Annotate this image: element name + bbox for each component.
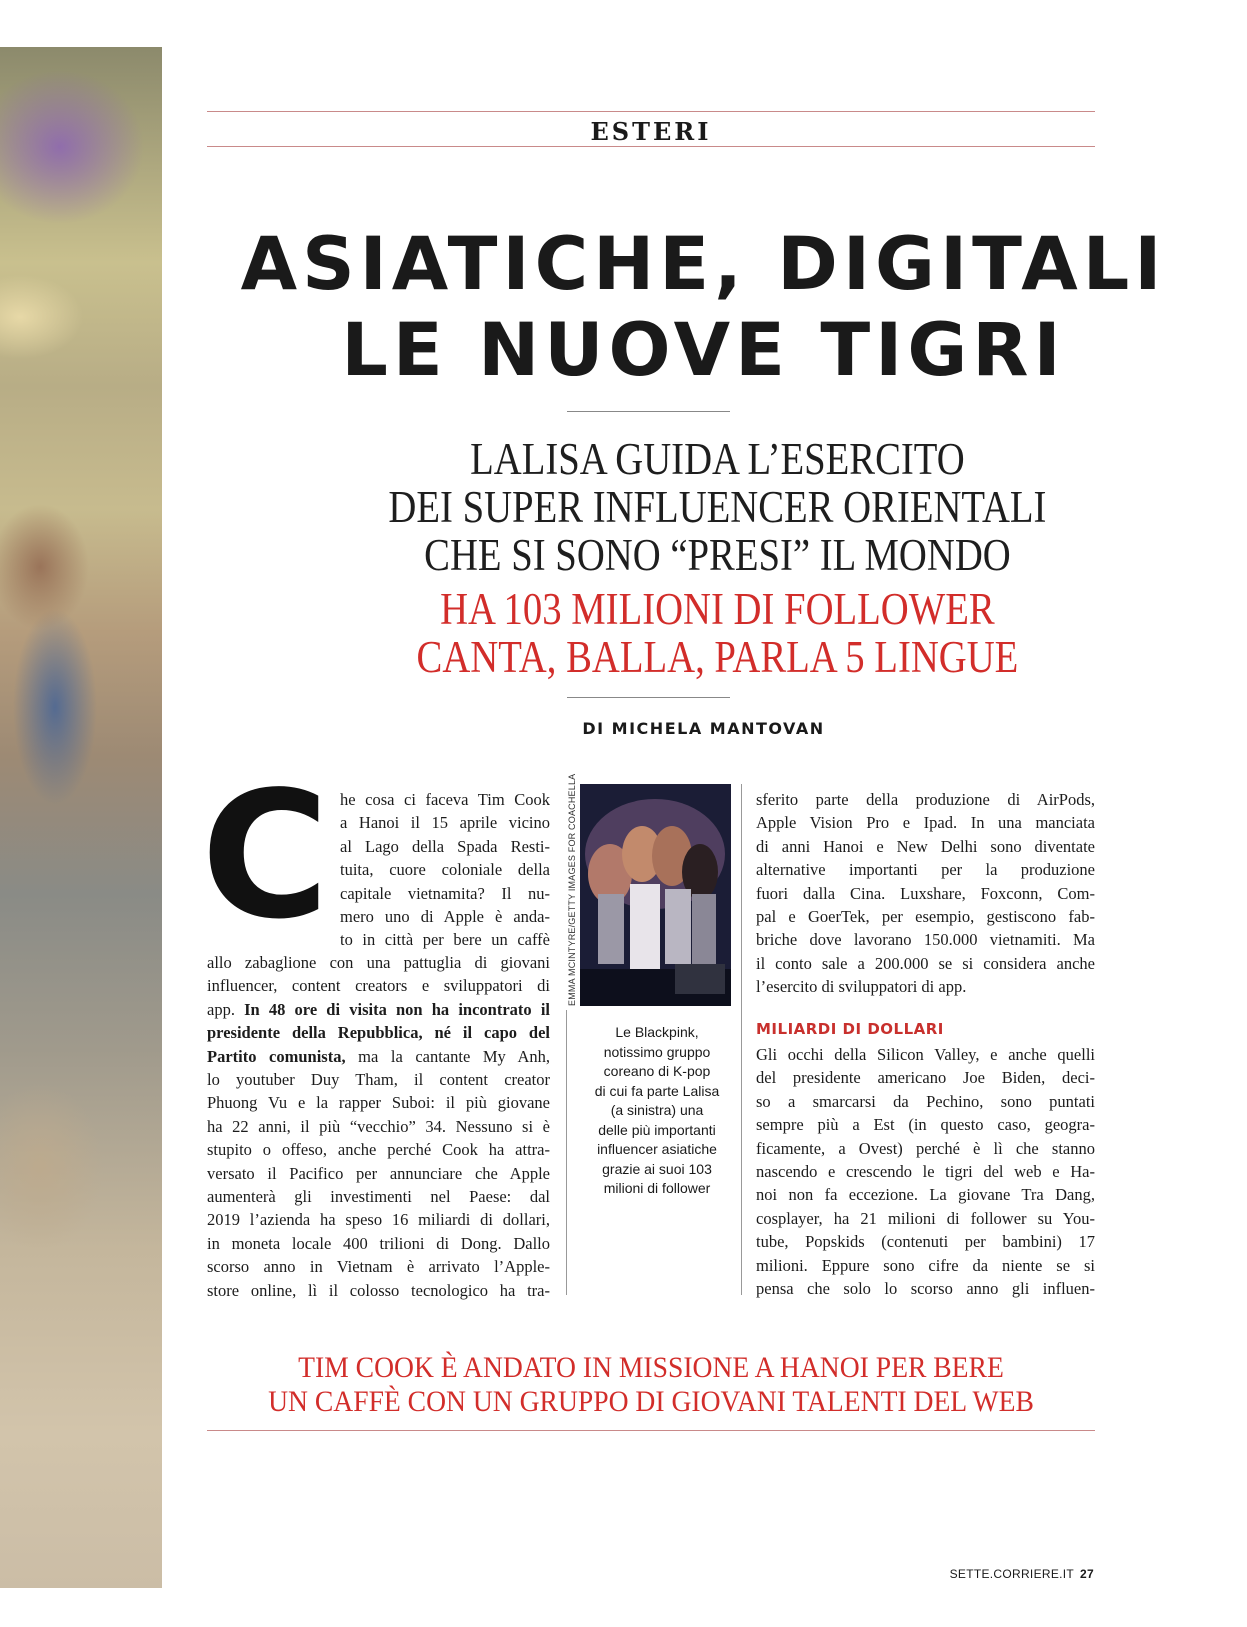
text-line: al Lago della Spada Resti- <box>340 836 550 856</box>
caption-line: di cui fa parte Lalisa <box>594 1082 720 1099</box>
subheadline-highlight <box>250 585 1185 681</box>
caption-line: influencer asiatiche <box>597 1141 717 1157</box>
caption-line: Le Blackpink, <box>615 1024 699 1040</box>
text-line: di anni Hanoi e New Delhi sono diventate <box>756 836 1095 856</box>
text-line: Gli occhi della Silicon Valley, e anche quelli <box>756 1045 1095 1064</box>
text-line: tube, Popskids (contenuti per bambini) 17 <box>756 1232 1095 1252</box>
text-line: lo youtuber Duy Tham, il content creator <box>207 1070 550 1090</box>
text-line: Phuong Vu e la rapper Suboi: il più giovane <box>207 1093 550 1113</box>
text-line: del presidente americano Joe Biden, deci- <box>756 1068 1095 1088</box>
text-line: Apple Vision Pro e Ipad. In una manciata <box>756 813 1095 833</box>
text-line: tuita, cuore coloniale della <box>340 860 550 880</box>
text-line: influencer, content creators e sviluppatori di <box>207 976 550 996</box>
text-line: alternative importanti per la produzione <box>756 860 1095 880</box>
subheadline <box>250 435 1185 579</box>
text-segment: ma la cantante My Anh, <box>358 1046 550 1066</box>
headline-line: ASIATICHE, DIGITALI <box>240 222 1167 307</box>
text-line: 2019 l’azienda ha speso 16 miliardi di dollari, <box>207 1210 550 1230</box>
text-line: ficamente, a Ovest) perché è lì che stanno <box>756 1138 1095 1158</box>
page-footer <box>950 1567 1094 1581</box>
pull-quote-rule <box>207 1430 1095 1431</box>
text-line: scorso anno in Vietnam è arrivato l’Apple- <box>207 1257 550 1277</box>
text-line: fuori dalla Cina. Luxshare, Foxconn, Com- <box>756 883 1095 903</box>
text-line-mixed <box>207 998 550 1021</box>
text-line: stupito o offeso, anche perché Cook ha attra- <box>207 1140 550 1160</box>
text-line: pensa che solo lo scorso anno gli influen- <box>756 1279 1095 1299</box>
subhead-line: CHE SI SONO “PRESI” IL MONDO <box>424 530 1011 580</box>
photo-caption <box>578 1023 736 1199</box>
article-column-1-body <box>207 951 550 1302</box>
headline <box>160 222 1247 394</box>
byline: DI MICHELA MANTOVAN <box>582 719 825 738</box>
site-url: SETTE.CORRIERE.IT <box>949 1567 1075 1581</box>
text-line: mero uno di Apple è anda- <box>340 907 550 927</box>
byline-divider <box>567 697 730 698</box>
subhead-line: LALISA GUIDA L’ESERCITO <box>470 434 965 484</box>
text-line: pal e GoerTek, per esempio, gestiscono fab- <box>756 907 1095 927</box>
text-line: sferito parte della produzione di AirPods, <box>756 790 1095 809</box>
photo-credit <box>566 773 580 1006</box>
headline-divider <box>567 411 730 412</box>
text-line: versato il Pacifico per annunciare che Apple <box>207 1163 550 1183</box>
section-label: ESTERI <box>590 117 712 146</box>
text-line: nascendo e crescendo le tigri del web e Ha- <box>756 1162 1095 1182</box>
caption-line: notissimo gruppo <box>603 1043 711 1060</box>
headline-line: LE NUOVE TIGRI <box>341 308 1066 393</box>
pull-quote-line: UN CAFFÈ CON UN GRUPPO DI GIOVANI TALENTI DEL WEB <box>268 1385 1034 1418</box>
text-line-mixed <box>207 1045 550 1068</box>
article-column-1-top <box>340 788 550 952</box>
text-line: briche dove lavorano 150.000 vietnamiti. Ma <box>756 930 1095 950</box>
pull-quote-line: TIM COOK È ANDATO IN MISSIONE A HANOI PER BERE <box>298 1351 1004 1384</box>
subhead-highlight-line: HA 103 MILIONI DI FOLLOWER <box>440 584 995 634</box>
caption-line: delle più importanti <box>598 1121 716 1138</box>
subhead-line: DEI SUPER INFLUENCER ORIENTALI <box>388 482 1047 532</box>
text-line: he cosa ci faceva Tim Cook <box>340 790 550 809</box>
text-line: a Hanoi il 15 aprile vicino <box>340 813 550 833</box>
text-line: aumenterà gli investimenti nel Paese: dal <box>207 1187 550 1207</box>
section-bottom-rule <box>207 146 1095 147</box>
column-divider <box>741 784 742 1295</box>
bold-text: presidente della Repubblica, né il capo del <box>207 1023 550 1043</box>
text-line: so a smarcarsi da Pechino, sono puntati <box>756 1091 1095 1111</box>
section-top-rule <box>207 111 1095 112</box>
text-line: il conto sale a 200.000 se si considera anche <box>756 953 1095 973</box>
caption-line: grazie ai suoi 103 <box>602 1160 712 1177</box>
column-divider <box>566 1010 567 1295</box>
pull-quote <box>243 1351 1060 1419</box>
text-line: cosplayer, ha 21 milioni di follower su You- <box>756 1208 1095 1228</box>
text-segment: app. <box>207 999 235 1019</box>
blackpink-photo <box>580 784 731 1006</box>
bold-text: Partito comunista, <box>207 1046 346 1066</box>
caption-line: (a sinistra) una <box>610 1102 704 1118</box>
text-line: sempre più a Est (in questo caso, geogra- <box>756 1115 1095 1135</box>
subsection-heading: MILIARDI DI DOLLARI <box>756 1020 944 1038</box>
article-column-3-top <box>756 788 1095 999</box>
text-line: allo zabaglione con una pattuglia di giovani <box>207 953 550 972</box>
text-line: capitale vietnamita? Il nu- <box>340 883 550 903</box>
subhead-highlight-line: CANTA, BALLA, PARLA 5 LINGUE <box>416 632 1019 682</box>
text-line: store online, lì il colosso tecnologico ha tra- <box>207 1280 550 1300</box>
caption-line: milioni di follower <box>603 1180 711 1196</box>
caption-line: coreano di K-pop <box>603 1063 711 1079</box>
text-line: l’esercito di sviluppatori di app. <box>756 977 967 997</box>
photo-illustration <box>580 784 731 1006</box>
text-line: to in città per bere un caffè <box>340 930 550 950</box>
side-photo <box>0 47 162 1588</box>
photo-credit-text: EMMA MCINTYRE/GETTY IMAGES FOR COACHELLA <box>567 773 577 1006</box>
bold-text: In 48 ore di visita non ha incontrato il <box>244 999 550 1019</box>
page-number: 27 <box>1080 1567 1094 1581</box>
text-line: milioni. Eppure sono cifre da niente se si <box>756 1255 1095 1275</box>
drop-cap: C <box>201 755 330 958</box>
text-line: noi non fa eccezione. La giovane Tra Dang, <box>756 1185 1095 1205</box>
article-column-3-body <box>756 1043 1095 1300</box>
text-line: ha 22 anni, il più “vecchio” 34. Nessuno si è <box>207 1116 550 1136</box>
text-line: in moneta locale 400 trilioni di Dong. Dallo <box>207 1233 550 1253</box>
